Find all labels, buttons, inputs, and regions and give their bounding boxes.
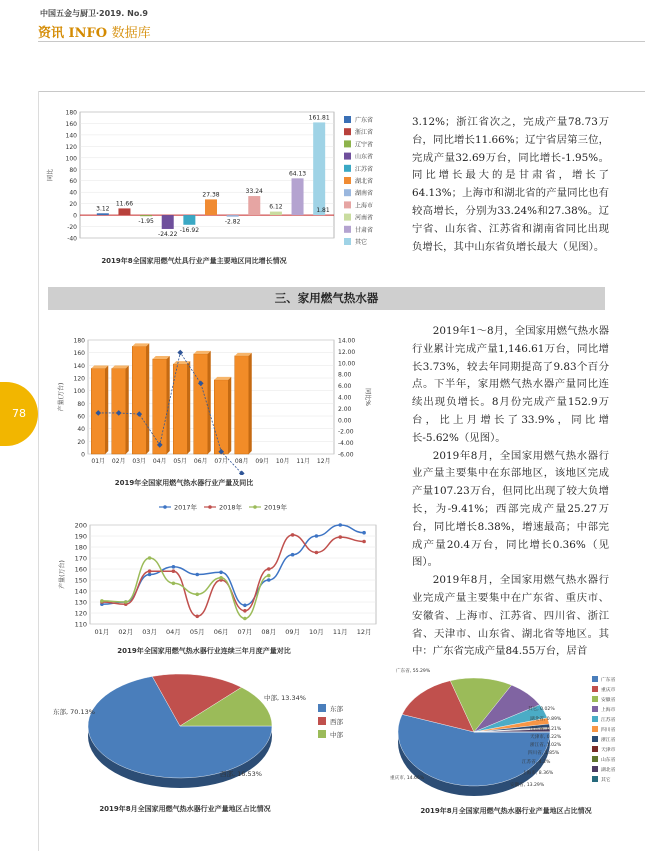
slice-label: 浙江省, 1.02% bbox=[530, 741, 562, 748]
series-point bbox=[195, 615, 199, 619]
bar-side bbox=[146, 343, 149, 454]
legend-marker bbox=[163, 505, 167, 509]
legend-swatch bbox=[344, 226, 351, 233]
bar bbox=[140, 215, 152, 216]
data-label: 64.13 bbox=[289, 170, 306, 177]
legend-label: 上海市 bbox=[355, 201, 373, 209]
paragraph: 3.12%；浙江省次之，完成产量78.73万台，同比增长11.66%；辽宁省居第三位，完成产量32.69万台，同比增长-1.95%。同比增长最大的是甘肃省，增长了64.13%；上海市和湖北省的产量同比也有较高增长，分别为33.24%和27.38%。辽宁省、山东省、江苏省和湖南省同比出现负增长，其中山东省负增长最大（见图）。 bbox=[412, 114, 609, 256]
series-point bbox=[362, 540, 366, 544]
legend-label: 中部 bbox=[330, 730, 344, 739]
legend-swatch bbox=[592, 746, 598, 752]
y2-axis-label: 同比% bbox=[364, 388, 372, 406]
legend-swatch bbox=[344, 128, 351, 135]
y2-tick-label: 0.00 bbox=[338, 417, 352, 424]
legend-label: 其它 bbox=[601, 776, 611, 783]
legend-label: 甘肃省 bbox=[355, 226, 373, 234]
legend-swatch bbox=[344, 238, 351, 245]
bar bbox=[227, 215, 239, 217]
data-label: 3.12 bbox=[96, 205, 110, 212]
y2-tick-label: 6.00 bbox=[338, 383, 352, 390]
legend-swatch bbox=[592, 686, 598, 692]
legend-label: 湖北省 bbox=[355, 177, 373, 185]
legend-swatch bbox=[344, 214, 351, 221]
y-tick-label: 110 bbox=[75, 621, 87, 629]
legend-label: 2018年 bbox=[219, 503, 243, 512]
series-point bbox=[267, 567, 271, 571]
legend-label: 东部 bbox=[330, 704, 344, 713]
y-tick-label: 180 bbox=[75, 544, 87, 552]
data-label: 27.38 bbox=[202, 191, 219, 198]
yoy-point bbox=[239, 471, 245, 475]
data-label: -1.95 bbox=[138, 218, 154, 225]
legend-label: 湖南省 bbox=[355, 189, 373, 197]
data-label: 6.12 bbox=[269, 204, 283, 211]
legend-swatch bbox=[344, 140, 351, 147]
y-tick-label: 100 bbox=[66, 155, 78, 162]
series-point bbox=[100, 599, 104, 603]
x-tick-label: 06月 bbox=[194, 457, 208, 465]
series-point bbox=[243, 609, 247, 613]
series-point bbox=[148, 556, 152, 560]
legend-label: 山东省 bbox=[355, 153, 373, 161]
bar-top bbox=[214, 377, 231, 380]
legend-label: 其它 bbox=[355, 238, 367, 246]
y-tick-label: 160 bbox=[75, 566, 87, 574]
series-point bbox=[148, 573, 152, 577]
x-tick-label: 07月 bbox=[214, 457, 228, 465]
legend-label: 浙江省 bbox=[355, 128, 373, 136]
section-title bbox=[38, 22, 151, 41]
y-tick-label: 140 bbox=[75, 588, 87, 596]
legend-label: 天津市 bbox=[601, 746, 616, 753]
legend-swatch bbox=[344, 177, 351, 184]
y-tick-label: 80 bbox=[69, 167, 77, 174]
series-point bbox=[267, 578, 271, 582]
y-tick-label: 40 bbox=[69, 190, 77, 197]
page-number-tab: 78 bbox=[0, 382, 38, 446]
x-tick-label: 10月 bbox=[309, 628, 324, 636]
bar bbox=[270, 212, 282, 216]
slice-label: 山东省, 0.21% bbox=[530, 725, 562, 732]
x-tick-label: 08月 bbox=[235, 457, 249, 465]
x-tick-label: 04月 bbox=[166, 628, 181, 636]
legend-swatch bbox=[318, 730, 326, 738]
series-point bbox=[315, 534, 319, 538]
section-banner bbox=[48, 287, 605, 310]
data-label: 1.81 bbox=[316, 207, 330, 214]
article-text-2 bbox=[412, 323, 609, 661]
bar bbox=[153, 359, 167, 454]
bar bbox=[248, 196, 260, 215]
slice-label: 西部, 16.53% bbox=[220, 769, 262, 778]
bar bbox=[214, 380, 228, 454]
legend-swatch bbox=[592, 716, 598, 722]
y-tick-label: 140 bbox=[66, 132, 78, 139]
bar bbox=[97, 213, 109, 215]
chart2-caption: 2019年全国家用燃气热水器行业产量及同比 bbox=[54, 478, 314, 488]
y-tick-label: 80 bbox=[77, 401, 85, 408]
bar bbox=[205, 199, 217, 215]
x-tick-label: 01月 bbox=[95, 628, 110, 636]
legend-label: 江苏省 bbox=[601, 716, 616, 723]
series-point bbox=[172, 565, 176, 569]
y-tick-label: 120 bbox=[66, 144, 78, 151]
y2-tick-label: -2.00 bbox=[338, 429, 354, 436]
y-tick-label: 60 bbox=[77, 414, 85, 421]
legend-label: 浙江省 bbox=[601, 736, 616, 743]
x-tick-label: 02月 bbox=[118, 628, 133, 636]
x-tick-label: 05月 bbox=[173, 457, 187, 465]
x-tick-label: 11月 bbox=[296, 457, 310, 465]
legend-label: 山东省 bbox=[601, 756, 616, 763]
legend-swatch bbox=[592, 706, 598, 712]
legend-marker bbox=[208, 505, 212, 509]
bar bbox=[173, 364, 187, 454]
series-point bbox=[172, 582, 176, 586]
y-tick-label: 170 bbox=[75, 555, 87, 563]
legend-swatch bbox=[592, 736, 598, 742]
bar-side bbox=[228, 377, 231, 454]
province-share-pie bbox=[382, 662, 630, 802]
bar-side bbox=[105, 366, 108, 455]
y-tick-label: 0 bbox=[73, 213, 77, 220]
legend-swatch bbox=[344, 201, 351, 208]
slice-label: 安徽省, 13.29% bbox=[510, 781, 545, 788]
left-rule bbox=[38, 91, 39, 851]
y-axis-label: 产量(万台) bbox=[57, 383, 65, 412]
y-tick-label: 200 bbox=[75, 522, 87, 530]
legend-swatch bbox=[592, 696, 598, 702]
legend-label: 河南省 bbox=[355, 214, 373, 222]
legend-swatch bbox=[344, 165, 351, 172]
x-tick-label: 05月 bbox=[190, 628, 205, 636]
legend-swatch bbox=[318, 717, 326, 725]
legend-swatch bbox=[592, 676, 598, 682]
data-label: 33.24 bbox=[246, 188, 263, 195]
y2-tick-label: 8.00 bbox=[338, 372, 352, 379]
legend-label: 2019年 bbox=[264, 503, 288, 512]
three-year-line-chart bbox=[54, 497, 384, 645]
slice-label: 江苏省, 4.2% bbox=[522, 758, 551, 765]
y2-tick-label: 2.00 bbox=[338, 406, 352, 413]
regional-growth-bar-chart bbox=[44, 102, 399, 252]
slice-label: 中部, 13.34% bbox=[264, 693, 306, 702]
top-divider bbox=[38, 91, 645, 92]
slice-label: 重庆市, 14.66% bbox=[390, 774, 425, 781]
y-axis-label: 同比 bbox=[46, 169, 54, 181]
region-share-pie bbox=[50, 668, 370, 798]
chart1-caption: 2019年8全国家用燃气灶具行业产量主要地区同比增长情况 bbox=[44, 256, 344, 266]
section-cn: 数据库 bbox=[112, 26, 151, 41]
y-tick-label: 160 bbox=[66, 121, 78, 128]
bar bbox=[132, 346, 146, 454]
y-tick-label: 140 bbox=[74, 363, 86, 370]
bar-top bbox=[235, 353, 252, 356]
series-point bbox=[148, 569, 152, 573]
legend-swatch bbox=[318, 704, 326, 712]
legend-swatch bbox=[344, 153, 351, 160]
x-tick-label: 09月 bbox=[285, 628, 300, 636]
legend-swatch bbox=[592, 776, 598, 782]
legend-label: 2017年 bbox=[174, 503, 198, 512]
slice-label: 湖北省, 0.89% bbox=[530, 715, 562, 722]
y-tick-label: 60 bbox=[69, 178, 77, 185]
series-point bbox=[195, 573, 199, 577]
bar-top bbox=[153, 356, 170, 359]
paragraph: 2019年8月，全国家用燃气热水器行业产量主要集中在东部地区，该地区完成产量107.23万台，但同比出现了较大负增长，为-9.41%；西部完成产量25.27万台，同比增长8.38%，增速最高；中部完成产量20.4万台，同比增长0.36%（见图）。 bbox=[412, 448, 609, 573]
slice-label: 东部, 70.13% bbox=[53, 707, 95, 716]
data-label: 11.66 bbox=[116, 200, 133, 207]
series-point bbox=[291, 533, 295, 537]
slice-label: 上海市, 8.36% bbox=[522, 769, 554, 776]
legend-swatch bbox=[344, 116, 351, 123]
y-tick-label: 190 bbox=[75, 533, 87, 541]
x-tick-label: 06月 bbox=[214, 628, 229, 636]
x-tick-label: 07月 bbox=[238, 628, 253, 636]
legend-label: 四川省 bbox=[601, 726, 616, 733]
section-prefix: 资讯 INFO bbox=[38, 26, 107, 41]
legend-marker bbox=[253, 505, 257, 509]
y-tick-label: 160 bbox=[74, 350, 86, 357]
x-tick-label: 12月 bbox=[357, 628, 372, 636]
article-text-1 bbox=[412, 114, 609, 256]
bar bbox=[235, 356, 249, 454]
chart3-caption: 2019年全国家用燃气热水器行业连续三年月度产量对比 bbox=[54, 646, 354, 656]
bar-top bbox=[91, 366, 108, 369]
y-tick-label: 180 bbox=[74, 338, 86, 345]
y-tick-label: 120 bbox=[75, 610, 87, 618]
legend-label: 安徽省 bbox=[601, 696, 616, 703]
x-tick-label: 08月 bbox=[261, 628, 276, 636]
series-point bbox=[267, 574, 271, 578]
legend-label: 广东省 bbox=[601, 676, 616, 683]
x-tick-label: 04月 bbox=[153, 457, 167, 465]
series-point bbox=[195, 593, 199, 597]
paragraph: 2019年8月，全国家用燃气热水器行业完成产量主要集中在广东省、重庆市、安徽省、上海市、江苏省、四川省、浙江省、天津市、山东省、湖北省等地区。其中：广东省完成产量84.55万台，居首 bbox=[412, 572, 609, 661]
y2-tick-label: 12.00 bbox=[338, 349, 355, 356]
series-point bbox=[219, 576, 223, 580]
x-tick-label: 11月 bbox=[333, 628, 348, 636]
legend-swatch bbox=[592, 726, 598, 732]
x-tick-label: 03月 bbox=[142, 628, 157, 636]
x-tick-label: 10月 bbox=[276, 457, 290, 465]
bar-side bbox=[208, 351, 211, 454]
y-tick-label: 40 bbox=[77, 426, 85, 433]
legend-label: 湖北省 bbox=[601, 766, 616, 773]
data-label: 161.81 bbox=[309, 114, 330, 121]
legend-label: 江苏省 bbox=[355, 165, 373, 173]
legend-swatch bbox=[592, 756, 598, 762]
slice-label: 其它, 0.02% bbox=[528, 705, 555, 712]
bar-side bbox=[167, 356, 170, 454]
y-tick-label: 150 bbox=[75, 577, 87, 585]
bar-side bbox=[187, 361, 190, 454]
legend-swatch bbox=[344, 189, 351, 196]
y-tick-label: 100 bbox=[74, 388, 86, 395]
bar-top bbox=[132, 343, 149, 346]
y-axis-label: 产量(万台) bbox=[58, 560, 66, 589]
bar-top bbox=[112, 366, 129, 369]
y-tick-label: -40 bbox=[67, 236, 77, 243]
series-point bbox=[315, 551, 319, 555]
bar bbox=[183, 215, 195, 225]
slice-label: 天津市, 0.22% bbox=[530, 733, 562, 740]
bar bbox=[313, 122, 325, 215]
chart4-caption: 2019年8月全国家用燃气热水器行业产量地区占比情况 bbox=[50, 804, 320, 814]
legend-label: 上海市 bbox=[601, 706, 616, 713]
x-tick-label: 03月 bbox=[132, 457, 146, 465]
bar bbox=[118, 208, 130, 215]
production-yoy-chart bbox=[54, 330, 374, 475]
series-point bbox=[291, 553, 295, 557]
banner-title: 三、家用燃气热水器 bbox=[48, 287, 605, 310]
bar bbox=[162, 215, 174, 229]
x-tick-label: 01月 bbox=[91, 457, 105, 465]
bar-side bbox=[249, 353, 252, 454]
legend-label: 重庆市 bbox=[601, 686, 616, 693]
journal-title: 中国五金与厨卫·2019. No.9 bbox=[40, 8, 148, 19]
y-tick-label: 20 bbox=[69, 201, 77, 208]
y2-tick-label: -4.00 bbox=[338, 440, 354, 447]
bar bbox=[194, 354, 208, 454]
series-point bbox=[243, 617, 247, 621]
y2-tick-label: 14.00 bbox=[338, 338, 355, 345]
y-tick-label: 180 bbox=[66, 110, 78, 117]
series-point bbox=[362, 531, 366, 535]
y-tick-label: 20 bbox=[77, 439, 85, 446]
y2-tick-label: 4.00 bbox=[338, 395, 352, 402]
y-tick-label: 120 bbox=[74, 376, 86, 383]
data-label: -2.82 bbox=[225, 219, 241, 226]
y-tick-label: 0 bbox=[81, 452, 85, 459]
x-tick-label: 09月 bbox=[255, 457, 269, 465]
bar-side bbox=[126, 366, 129, 455]
series-point bbox=[124, 600, 128, 604]
chart5-caption: 2019年8月全国家用燃气热水器行业产量地区占比情况 bbox=[382, 806, 630, 816]
x-tick-label: 12月 bbox=[317, 457, 331, 465]
legend-swatch bbox=[592, 766, 598, 772]
legend-label: 辽宁省 bbox=[355, 140, 373, 148]
legend-label: 西部 bbox=[330, 717, 344, 726]
series-point bbox=[338, 535, 342, 539]
y2-tick-label: -6.00 bbox=[338, 452, 354, 459]
x-tick-label: 02月 bbox=[112, 457, 126, 465]
data-label: -16.92 bbox=[180, 227, 200, 234]
series-point bbox=[172, 569, 176, 573]
data-label: -24.22 bbox=[158, 231, 178, 238]
y2-tick-label: 10.00 bbox=[338, 360, 355, 367]
paragraph: 2019年1～8月，全国家用燃气热水器行业累计完成产量1,146.61万台，同比增长3.73%，较去年同期提高了9.83个百分点。下半年，家用燃气热水器产量同比连续出现负增长。8月份完成产量152.9万台，比上月增长了33.9%，同比增长-5.62%（见图）。 bbox=[412, 323, 609, 448]
slice-label: 广东省, 55.29% bbox=[396, 667, 431, 674]
slice-label: 四川省, 1.85% bbox=[528, 749, 560, 756]
series-point bbox=[338, 523, 342, 527]
series-point bbox=[219, 571, 223, 575]
header-divider bbox=[38, 41, 645, 42]
legend-label: 广东省 bbox=[355, 116, 373, 124]
y-tick-label: -20 bbox=[67, 224, 77, 231]
y-tick-label: 130 bbox=[75, 599, 87, 607]
bar bbox=[292, 178, 304, 215]
series-point bbox=[243, 604, 247, 608]
